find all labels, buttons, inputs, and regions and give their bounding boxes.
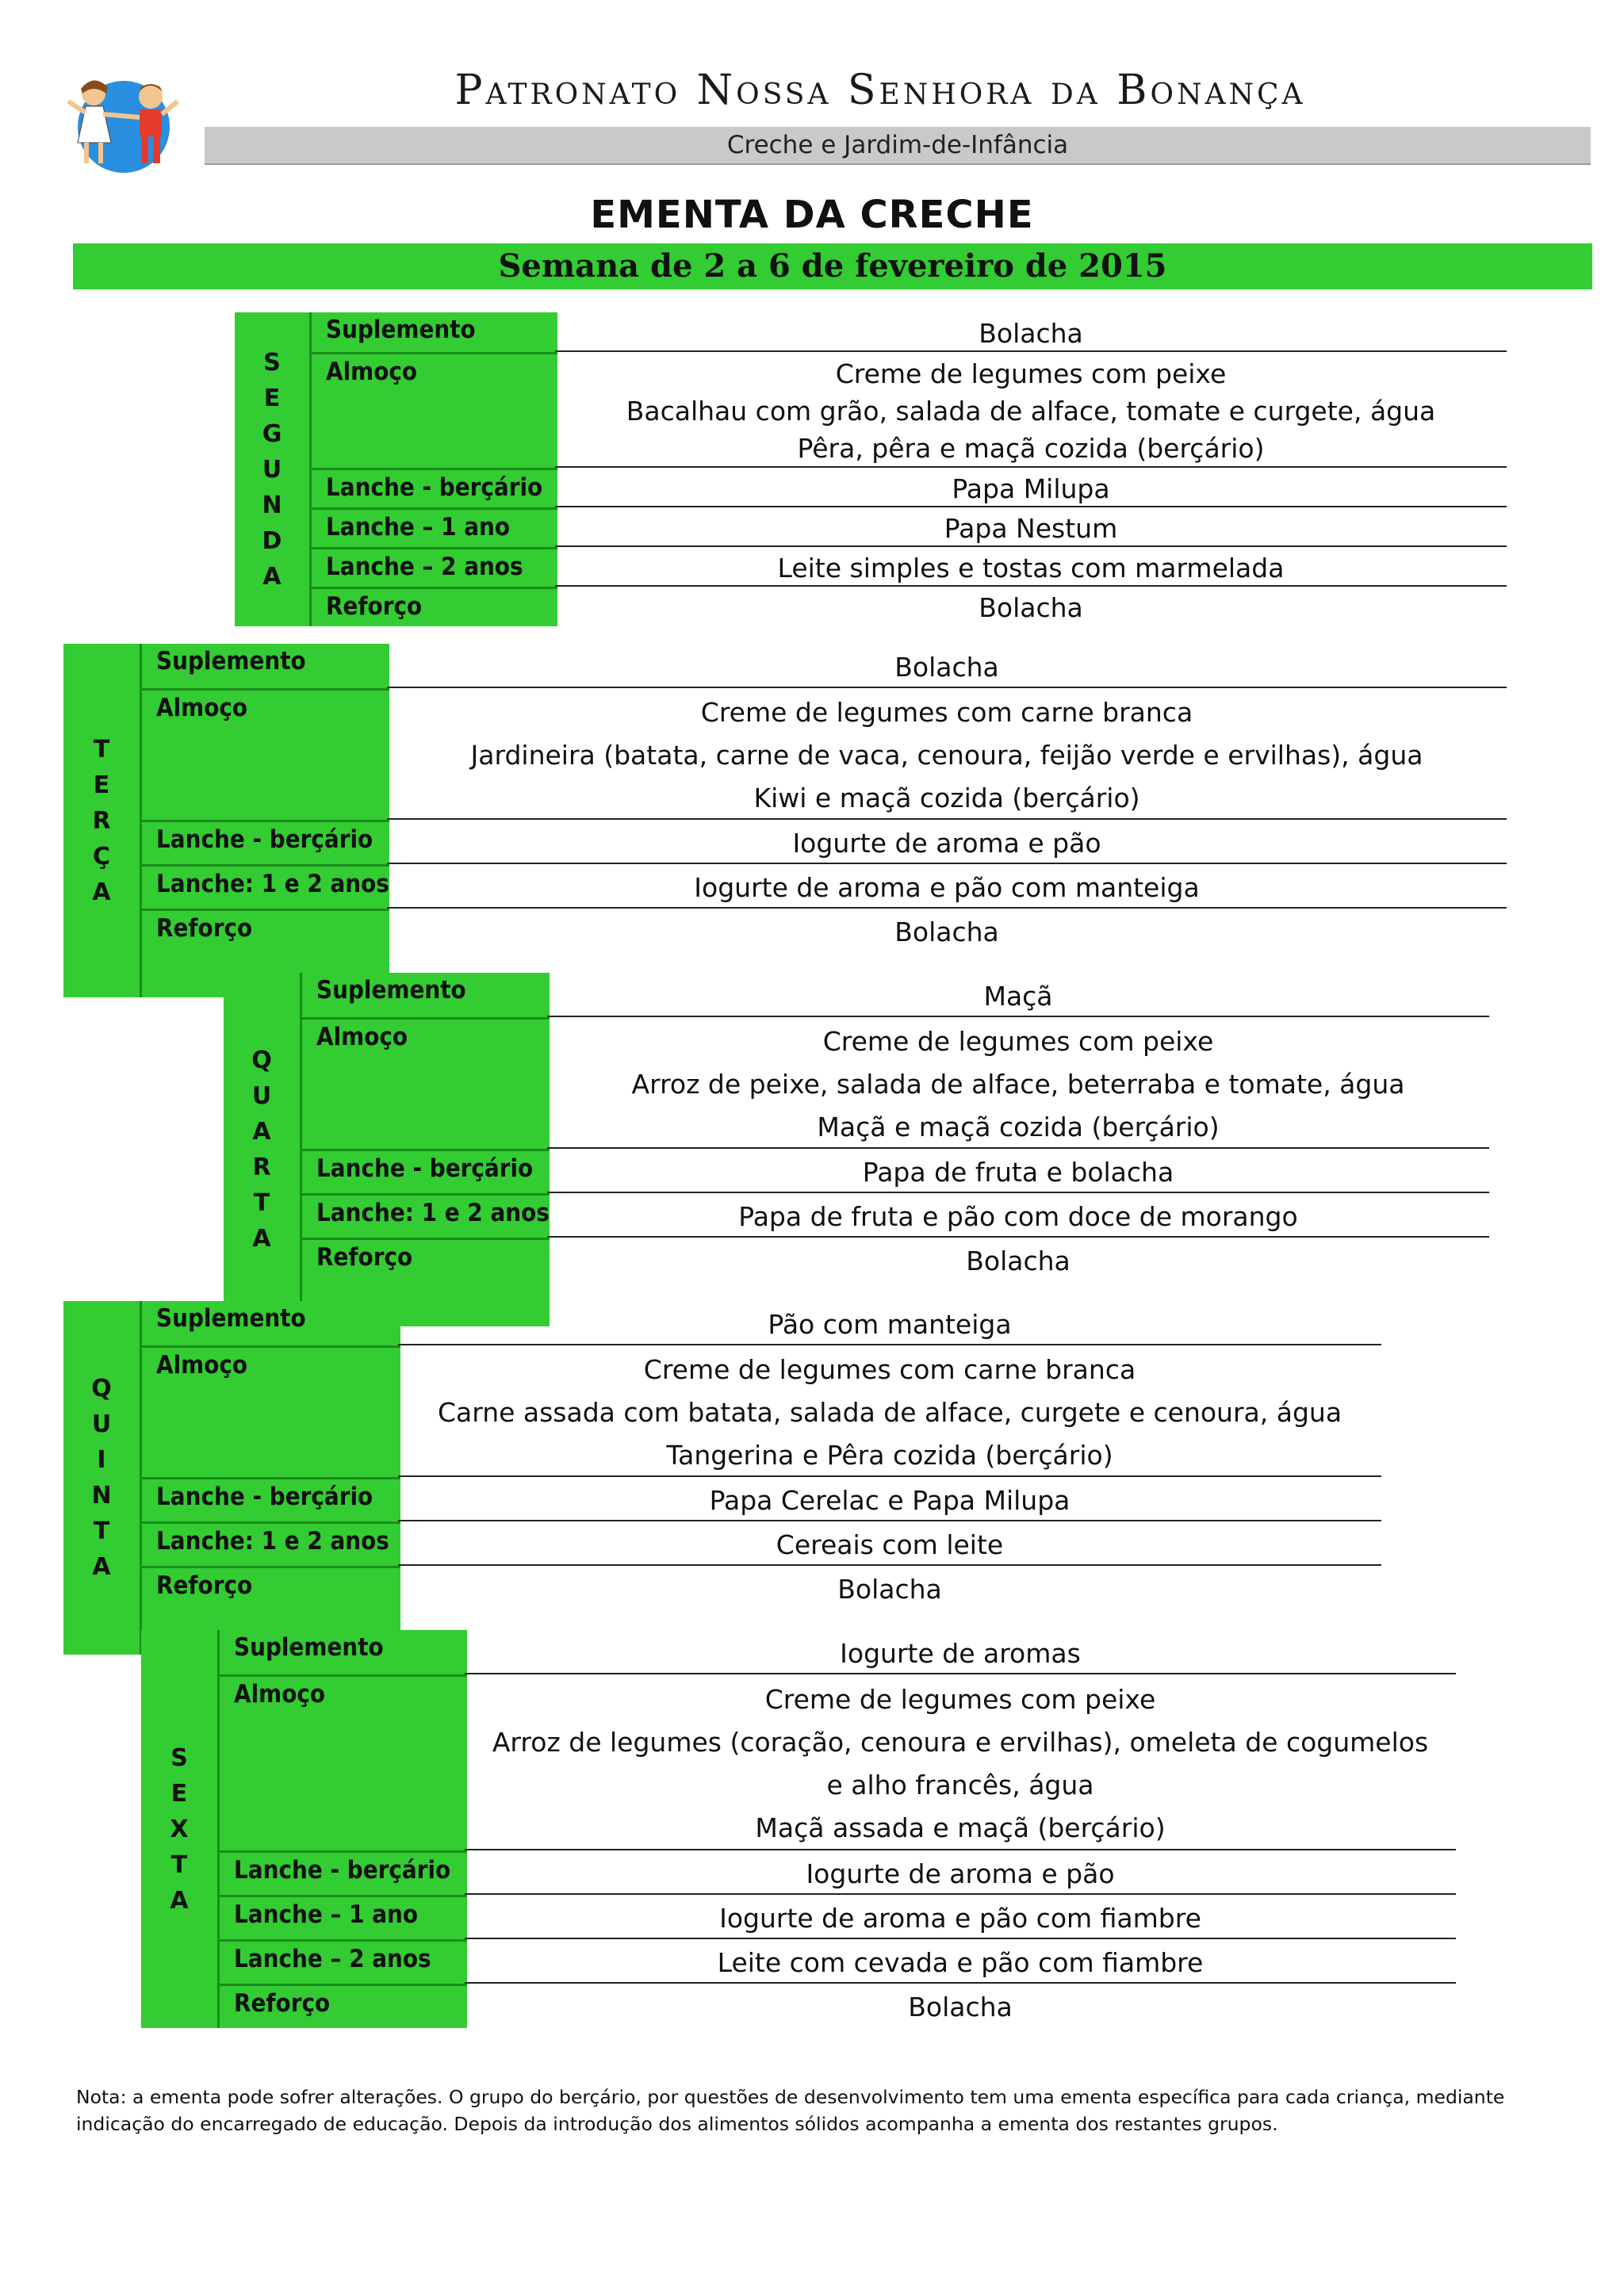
food-cell xyxy=(465,1939,1456,1984)
food-item: Bolacha xyxy=(894,916,999,947)
food-item: Creme de legumes com peixe xyxy=(835,358,1227,389)
food-item: e alho francês, água xyxy=(826,1770,1094,1800)
food-cell xyxy=(387,909,1507,953)
subtitle-bar xyxy=(205,127,1591,165)
day-name: QUINTA xyxy=(91,1375,112,1581)
meal-column xyxy=(140,644,389,997)
meal-column xyxy=(217,1630,467,2028)
organization-name: Patronato Nossa Senhora da Bonança xyxy=(454,67,1306,114)
food-item: Leite simples e tostas com marmelada xyxy=(777,553,1285,584)
food-item: Jardineira (batata, carne de vaca, cenoura, feijão verde e ervilhas), água xyxy=(470,740,1423,771)
meal-label: Reforço xyxy=(220,1984,467,2028)
food-cell xyxy=(555,352,1507,468)
food-item: Creme de legumes com carne branca xyxy=(700,697,1193,728)
food-cell xyxy=(555,507,1507,547)
food-cell xyxy=(465,1674,1456,1850)
day-column xyxy=(224,973,300,1326)
food-item: Bacalhau com grão, salada de alface, tomate e curgete, água xyxy=(626,396,1436,427)
week-banner xyxy=(73,243,1592,289)
food-item: Tangerina e Pêra cozida (berçário) xyxy=(666,1440,1113,1471)
day-name: SEGUNDA xyxy=(262,348,282,591)
food-item: Bolacha xyxy=(908,1992,1013,2022)
meal-label: Lanche - berçário xyxy=(302,1149,550,1193)
food-item: Arroz de peixe, salada de alface, beterraba e tomate, água xyxy=(631,1069,1405,1100)
meal-label: Almoço xyxy=(142,1345,400,1477)
food-item: Papa Nestum xyxy=(944,513,1118,544)
food-item: Pão com manteiga xyxy=(768,1309,1012,1340)
food-item: Bolacha xyxy=(979,592,1083,623)
menu-title: EMENTA DA CRECHE xyxy=(590,193,1034,237)
organization-subtitle: Creche e Jardim-de-Infância xyxy=(726,131,1069,159)
food-item: Pêra, pêra e maçã cozida (berçário) xyxy=(797,433,1265,464)
food-item: Maçã xyxy=(983,981,1053,1012)
food-item: Creme de legumes com peixe xyxy=(764,1684,1156,1715)
food-item: Leite com cevada e pão com fiambre xyxy=(717,1947,1204,1978)
food-item: Bolacha xyxy=(837,1574,942,1605)
food-item: Arroz de legumes (coração, cenoura e ervilhas), omeleta de cogumelos xyxy=(492,1727,1429,1758)
food-cell xyxy=(555,468,1507,507)
food-cell xyxy=(547,973,1489,1017)
meal-label: Reforço xyxy=(142,909,389,953)
meal-label: Reforço xyxy=(312,587,557,626)
meal-label: Lanche – 1 ano xyxy=(220,1895,467,1939)
food-item: Kiwi e maçã cozida (berçário) xyxy=(753,783,1140,813)
food-cell xyxy=(398,1345,1381,1477)
meal-label: Suplemento xyxy=(156,647,306,675)
day-name: QUARTA xyxy=(251,1047,272,1253)
logo xyxy=(62,70,186,174)
food-item: Iogurte de aroma e pão xyxy=(792,828,1101,859)
food-cell xyxy=(465,1895,1456,1939)
food-item: Bolacha xyxy=(979,318,1083,349)
day-block-terça xyxy=(63,644,1507,997)
meal-label: Lanche - berçário xyxy=(142,1477,400,1521)
food-cell xyxy=(387,688,1507,820)
food-item: Papa Cerelac e Papa Milupa xyxy=(709,1485,1071,1516)
food-cell xyxy=(465,1630,1456,1674)
meal-label: Almoço xyxy=(220,1674,467,1850)
food-cell xyxy=(555,547,1507,587)
day-block-quarta xyxy=(224,973,1489,1326)
food-item: Cereais com leite xyxy=(776,1529,1004,1560)
day-name: SEXTA xyxy=(170,1743,189,1915)
meal-label: Lanche – 2 anos xyxy=(312,547,557,587)
day-block-sexta xyxy=(141,1630,1456,2028)
food-cell xyxy=(547,1238,1489,1282)
meal-label: Lanche: 1 e 2 anos xyxy=(142,1521,400,1566)
children-logo-icon xyxy=(62,70,186,174)
food-item: Iogurte de aromas xyxy=(840,1638,1081,1669)
food-item: Carne assada com batata, salada de alface, curgete e cenoura, água xyxy=(437,1397,1342,1428)
meal-label: Reforço xyxy=(142,1566,400,1610)
meal-label: Lanche – 2 anos xyxy=(220,1939,467,1984)
food-cell xyxy=(547,1017,1489,1149)
meal-label: Suplemento xyxy=(156,1304,306,1333)
day-block-quinta xyxy=(63,1301,1381,1655)
meal-column xyxy=(300,973,550,1326)
food-cell xyxy=(398,1477,1381,1521)
day-block-segunda xyxy=(235,312,1507,626)
footnote: Nota: a ementa pode sofrer alterações. O grupo do berçário, por questões de desenvolvimento tem uma ementa específica para cada criança, mediante indicação do encarregado de educação. Depois da introdução dos alimentos sólidos acompanha a ementa dos restantes grupos. xyxy=(76,2086,1505,2135)
food-item: Papa de fruta e pão com doce de morango xyxy=(738,1201,1298,1232)
food-item: Creme de legumes com carne branca xyxy=(643,1354,1136,1385)
meal-label: Lanche - berçário xyxy=(220,1850,467,1895)
meal-label: Almoço xyxy=(142,688,389,820)
meal-label: Reforço xyxy=(302,1238,550,1282)
food-item: Papa Milupa xyxy=(952,473,1110,504)
food-item: Creme de legumes com peixe xyxy=(822,1026,1214,1057)
food-item: Iogurte de aroma e pão com manteiga xyxy=(694,872,1200,903)
food-cell xyxy=(387,644,1507,688)
food-item: Maçã assada e maçã (berçário) xyxy=(755,1812,1166,1843)
food-cell xyxy=(465,1850,1456,1895)
food-item: Iogurte de aroma e pão com fiambre xyxy=(719,1903,1201,1934)
food-item: Papa de fruta e bolacha xyxy=(862,1157,1174,1188)
day-column xyxy=(63,1301,140,1655)
meal-label: Almoço xyxy=(312,352,557,468)
day-name: TERÇA xyxy=(92,735,111,906)
food-cell xyxy=(547,1193,1489,1238)
meal-column xyxy=(309,312,557,626)
week-label: Semana de 2 a 6 de fevereiro de 2015 xyxy=(498,247,1167,285)
food-cell xyxy=(398,1566,1381,1610)
meal-label: Suplemento xyxy=(326,316,476,344)
day-column xyxy=(63,644,140,997)
food-item: Bolacha xyxy=(894,652,999,683)
day-column xyxy=(141,1630,217,2028)
food-cell xyxy=(398,1521,1381,1566)
meal-label: Almoço xyxy=(302,1017,550,1149)
food-cell xyxy=(398,1301,1381,1345)
food-cell xyxy=(465,1984,1456,2028)
food-cell xyxy=(387,864,1507,909)
food-cell xyxy=(387,820,1507,864)
meal-label: Suplemento xyxy=(316,976,466,1004)
day-column xyxy=(235,312,309,626)
food-item: Iogurte de aroma e pão xyxy=(806,1858,1115,1889)
meal-label: Lanche: 1 e 2 anos xyxy=(302,1193,550,1238)
food-item: Maçã e maçã cozida (berçário) xyxy=(817,1112,1220,1142)
meal-label: Lanche: 1 e 2 anos xyxy=(142,864,389,909)
food-cell xyxy=(555,312,1507,352)
meal-column xyxy=(140,1301,400,1655)
meal-label: Lanche – 1 ano xyxy=(312,507,557,547)
food-item: Bolacha xyxy=(966,1246,1071,1276)
meal-label: Lanche - berçário xyxy=(142,820,389,864)
food-cell xyxy=(547,1149,1489,1193)
meal-label: Lanche - berçário xyxy=(312,468,557,507)
meal-label: Suplemento xyxy=(234,1633,384,1662)
food-cell xyxy=(555,587,1507,626)
